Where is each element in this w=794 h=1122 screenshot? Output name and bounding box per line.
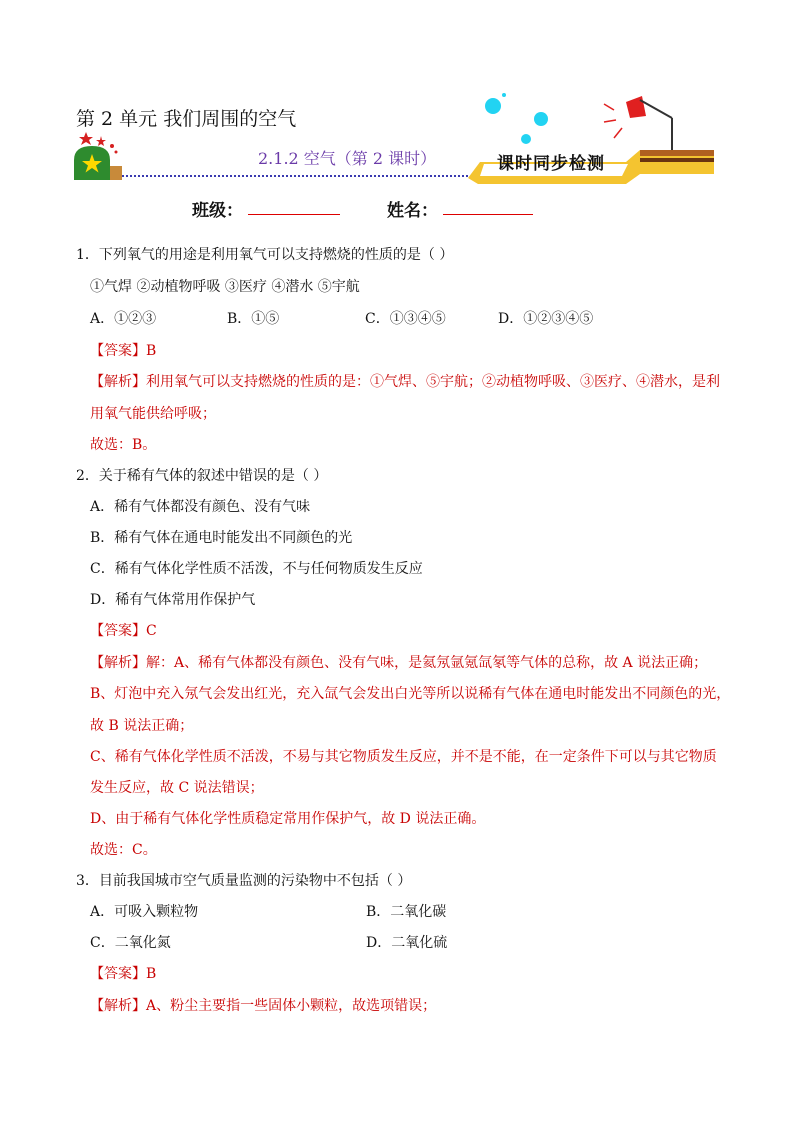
option-c: C．二氧化氮 — [90, 935, 171, 951]
analysis-line: 故选：C。 — [90, 842, 157, 858]
class-field[interactable] — [248, 214, 340, 215]
answer: 【答案】C — [90, 623, 157, 639]
option-d: D．①②③④⑤ — [498, 311, 594, 327]
header-divider — [122, 175, 468, 177]
small-star-icon — [79, 132, 93, 145]
class-label: 班级： — [192, 201, 243, 221]
analysis-line: 故 B 说法正确； — [90, 718, 194, 734]
option-c: C．①③④⑤ — [365, 311, 446, 327]
analysis-line: 故选：B。 — [90, 437, 157, 453]
sync-test-tag: 课时同步检测 — [497, 154, 605, 174]
bubble-icon — [521, 134, 531, 144]
analysis-line: 【解析】A、粉尘主要指一些固体小颗粒，故选项错误； — [90, 998, 437, 1014]
answer: 【答案】B — [90, 343, 157, 359]
option-a: A．稀有气体都没有颜色、没有气味 — [90, 499, 311, 515]
option-b: B．二氧化碳 — [366, 904, 447, 920]
question-items: ①气焊 ②动植物呼吸 ③医疗 ④潜水 ⑤宇航 — [90, 279, 360, 295]
question-stem: 2．关于稀有气体的叙述中错误的是（ ） — [76, 468, 328, 484]
option-d: D．二氧化硫 — [366, 935, 448, 951]
analysis-line: 【解析】利用氧气可以支持燃烧的性质的是：①气焊、⑤宇航；②动植物呼吸、③医疗、④潜水，是利 — [90, 374, 720, 390]
analysis-line: 用氧气能供给呼吸； — [90, 406, 216, 422]
option-a: A．可吸入颗粒物 — [90, 904, 199, 920]
small-star-icon — [96, 136, 106, 146]
analysis-line: B、灯泡中充入氖气会发出红光，充入氙气会发出白光等所以说稀有气体在通电时能发出不同颜色的光， — [90, 686, 731, 702]
analysis-line: 【解析】解：A、稀有气体都没有颜色、没有气味，是氦氖氩氪氙氡等气体的总称，故 A 说法正确； — [90, 655, 708, 671]
lamp-icon — [626, 96, 646, 118]
option-b: B．稀有气体在通电时能发出不同颜色的光 — [90, 530, 353, 546]
analysis-line: C、稀有气体化学性质不活泼，不易与其它物质发生反应，并不是不能，在一定条件下可以与其它物质 — [90, 749, 717, 765]
analysis-line: D、由于稀有气体化学性质稳定常用作保护气，故 D 说法正确。 — [90, 811, 486, 827]
question-stem: 3．目前我国城市空气质量监测的污染物中不包括（ ） — [76, 873, 412, 889]
unit-title: 第 2 单元 我们周围的空气 — [76, 108, 297, 130]
question-stem: 1．下列氧气的用途是利用氧气可以支持燃烧的性质的是（ ） — [76, 247, 454, 263]
option-a: A．①②③ — [90, 311, 157, 327]
lesson-title: 2.1.2 空气（第 2 课时） — [258, 149, 437, 168]
option-d: D．稀有气体常用作保护气 — [90, 592, 256, 608]
name-label: 姓名： — [387, 201, 438, 221]
bubble-icon — [485, 98, 501, 114]
option-b: B．①⑤ — [227, 311, 280, 327]
answer: 【答案】B — [90, 966, 157, 982]
bubble-icon — [534, 112, 548, 126]
header-artwork — [0, 0, 794, 200]
decoration-graphic — [0, 0, 794, 200]
analysis-line: 发生反应，故 C 说法错误； — [90, 780, 264, 796]
name-field[interactable] — [443, 214, 533, 215]
option-c: C．稀有气体化学性质不活泼，不与任何物质发生反应 — [90, 561, 423, 577]
